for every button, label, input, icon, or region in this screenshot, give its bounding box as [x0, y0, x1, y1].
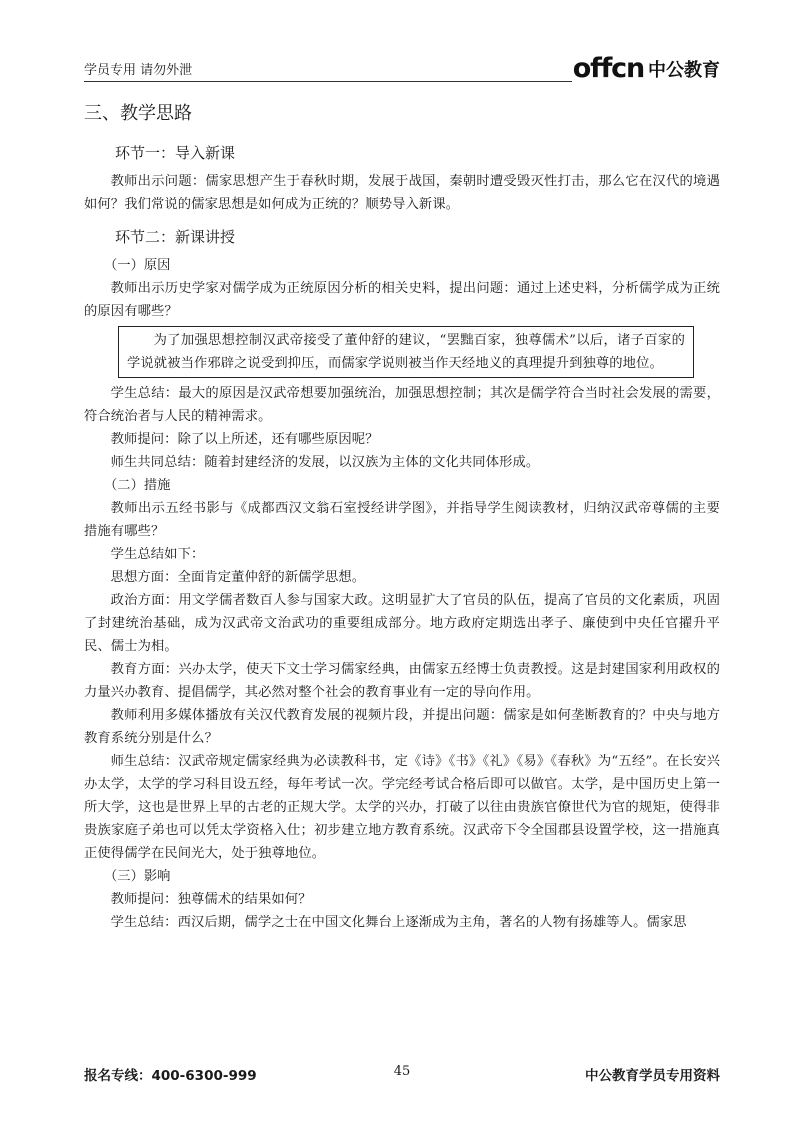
paragraph: 教师提问：独尊儒术的结果如何？ — [110, 892, 312, 907]
header-confidential-label: 学员专用 请勿外泄 — [84, 63, 193, 78]
paragraph: 师生总结：汉武帝规定儒家经典为必读教科书，定《诗》《书》《礼》《易》《春秋》为“五经”。在长安兴办太学，太学的学习科目设五经，每年考试一次。学完经考试合格后即可以做官。太学，是中国历史上第一所大学，这也是世界上早的古老的正规大学。太学的兴办，打破了以往由贵族官僚世代为官的规矩，使得非贵族家庭子弟也可以凭太学资格入仕；初步建立地方教育系统。汉武帝下令全国郡县设置学校，这一措施真正使得儒学在民间光大，处于独尊地位。 — [84, 754, 720, 861]
logo-text: 中公教育 — [648, 60, 720, 81]
logo-mark: offcn — [572, 53, 644, 84]
paragraph: 教师出示五经书影与《成都西汉文翁石室授经讲学图》，并指导学生阅读教材，归纳汉武帝尊儒的主要措施有哪些？ — [84, 501, 720, 539]
paragraph: 教师出示历史学家对儒学成为正统原因分析的相关史料，提出问题：通过上述史料，分析儒学成为正统的原因有哪些？ — [84, 281, 720, 319]
quote-text: 为了加强思想控制汉武帝接受了董仲舒的建议，“罢黜百家，独尊儒术”以后，诸子百家的学说就被当作邪辟之说受到抑压，而儒家学说则被当作天经地义的真理提升到独尊的地位。 — [127, 333, 685, 371]
part3-title: （三）影响 — [104, 869, 171, 884]
paragraph: 教师利用多媒体播放有关汉代教育发展的视频片段，并提出问题：儒家是如何垄断教育的？中央与地方教育系统分别是什么？ — [84, 708, 720, 746]
part1-title: （一）原因 — [104, 258, 171, 273]
paragraph: 学生总结：最大的原因是汉武帝想要加强统治，加强思想控制；其次是儒学符合当时社会发展的需要，符合统治者与人民的精神需求。 — [84, 386, 720, 424]
quote-box — [118, 326, 694, 378]
page-number: 45 — [393, 1064, 411, 1079]
paragraph: 教师提问：除了以上所述，还有哪些原因呢？ — [110, 432, 379, 447]
footer-brand-text: 中公教育学员专用资料 — [585, 1068, 720, 1084]
paragraph: 思想方面：全面肯定董仲舒的新儒学思想。 — [110, 570, 366, 585]
link1-title: 环节一：导入新课 — [115, 144, 236, 162]
link2-title: 环节二：新课讲授 — [115, 228, 236, 246]
paragraph: 学生总结：西汉后期，儒学之士在中国文化舞台上逐渐成为主角，著名的人物有扬雄等人。儒家思 — [110, 915, 687, 930]
paragraph: 教育方面：兴办太学，使天下文士学习儒家经典，由儒家五经博士负责教授。这是封建国家利用政权的力量兴办教育、提倡儒学，其必然对整个社会的教育事业有一定的导向作用。 — [84, 662, 720, 700]
paragraph: 师生共同总结：随着封建经济的发展，以汉族为主体的文化共同体形成。 — [110, 455, 540, 470]
part2-title: （二）措施 — [104, 478, 171, 493]
paragraph: 学生总结如下： — [110, 547, 205, 562]
section-title: 三、教学思路 — [84, 103, 192, 124]
page-header — [84, 52, 720, 84]
header-rule — [84, 81, 572, 82]
offcn-logo — [572, 53, 720, 84]
paragraph: 教师出示问题：儒家思想产生于春秋时期，发展于战国，秦朝时遭受毁灭性打击，那么它在汉代的境遇如何？我们常说的儒家思想是如何成为正统的？顺势导入新课。 — [84, 174, 720, 212]
paragraph: 政治方面：用文学儒者数百人参与国家大政。这明显扩大了官员的队伍，提高了官员的文化素质，巩固了封建统治基础，成为汉武帝文治武功的重要组成部分。地方政府定期选出孝子、廉使到中央任官擢升平民、儒士为相。 — [84, 593, 720, 654]
document-body — [84, 96, 720, 934]
hotline-text: 报名专线：400-6300-999 — [84, 1068, 257, 1084]
page-footer — [84, 1064, 720, 1088]
